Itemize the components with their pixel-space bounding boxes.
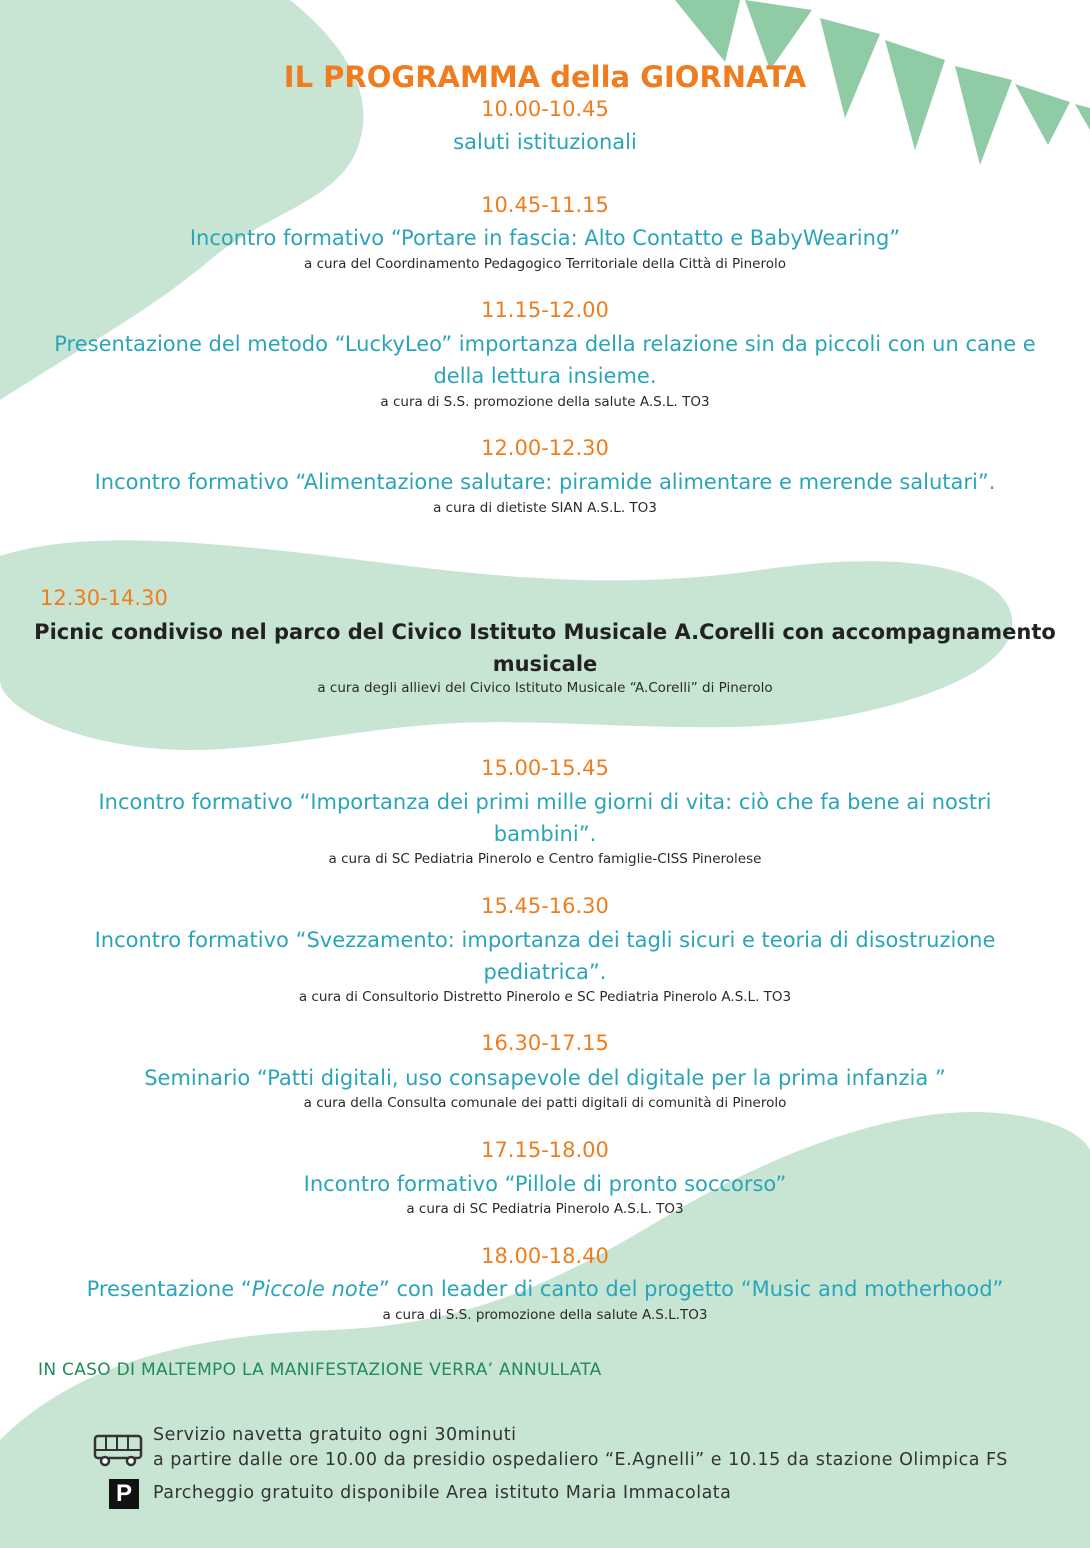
- picnic-title-line1: Picnic condiviso nel parco del Civico Istituto Musicale A.Corelli con accompagnamento: [34, 620, 1056, 644]
- time-slot: 10.00-10.45: [481, 97, 609, 121]
- talk-credit: a cura di SC Pediatria Pinerolo A.S.L. TO3: [406, 1201, 684, 1217]
- bus-icon: [92, 1432, 146, 1468]
- parking-text: Parcheggio gratuito disponibile Area istituto Maria Immacolata: [153, 1483, 732, 1503]
- time-slot: 18.00-18.40: [481, 1244, 609, 1268]
- page-title: IL PROGRAMMA della GIORNATA: [283, 60, 807, 94]
- talk-credit: a cura di dietiste SIAN A.S.L. TO3: [433, 500, 657, 516]
- time-slot: 10.45-11.15: [481, 193, 609, 217]
- talk-credit: a cura del Coordinamento Pedagogico Territoriale della Città di Pinerolo: [304, 256, 786, 272]
- talk-credit: a cura di Consultorio Distretto Pinerolo e SC Pediatria Pinerolo A.S.L. TO3: [298, 989, 792, 1005]
- talk-credit: a cura di S.S. promozione della salute A.S.L. TO3: [380, 394, 710, 410]
- talk-title: Seminario “Patti digitali, uso consapevole del digitale per la prima infanzia ”: [144, 1066, 946, 1090]
- talk-title-italic: Piccole note: [251, 1277, 379, 1301]
- time-slot: 12.30-14.30: [40, 586, 168, 610]
- talk-credit: a cura degli allievi del Civico Istituto Musicale “A.Corelli” di Pinerolo: [317, 680, 773, 696]
- time-slot: 15.00-15.45: [481, 756, 609, 780]
- weather-warning: IN CASO DI MALTEMPO LA MANIFESTAZIONE VERRA’ ANNULLATA: [38, 1360, 602, 1380]
- talk-title-line2: della lettura insieme.: [433, 364, 657, 388]
- time-slot: 15.45-16.30: [481, 894, 609, 918]
- time-slot: 12.00-12.30: [481, 436, 609, 460]
- talk-title-prefix: Presentazione “: [86, 1277, 252, 1301]
- time-slot: 17.15-18.00: [481, 1138, 609, 1162]
- talk-title: saluti istituzionali: [453, 130, 637, 154]
- time-slot: 11.15-12.00: [481, 298, 609, 322]
- talk-title-line1: Presentazione del metodo “LuckyLeo” importanza della relazione sin da piccoli con un cane e: [54, 332, 1036, 356]
- talk-title: Incontro formativo “Pillole di pronto soccorso”: [303, 1172, 787, 1196]
- talk-title-suffix: ” con leader di canto del progetto “Music and motherhood”: [378, 1277, 1004, 1301]
- talk-title: [30, 1273, 1060, 1305]
- talk-title-line2: bambini”.: [493, 822, 597, 846]
- talk-title-line1: Incontro formativo “Importanza dei primi mille giorni di vita: ciò che fa bene ai nostri: [98, 790, 992, 814]
- talk-title: Incontro formativo “Portare in fascia: Alto Contatto e BabyWearing”: [189, 226, 901, 250]
- talk-title-line2: pediatrica”.: [483, 960, 607, 984]
- time-slot: 16.30-17.15: [481, 1031, 609, 1055]
- talk-credit: a cura di S.S. promozione della salute A.S.L.TO3: [382, 1307, 708, 1323]
- talk-credit: a cura della Consulta comunale dei patti digitali di comunità di Pinerolo: [303, 1095, 787, 1111]
- shuttle-line2: a partire dalle ore 10.00 da presidio ospedaliero “E.Agnelli” e 10.15 da stazione Olimpica FS: [153, 1450, 1008, 1470]
- picnic-title-line2: musicale: [492, 652, 598, 676]
- talk-title-line1: Incontro formativo “Svezzamento: importanza dei tagli sicuri e teoria di disostruzione: [94, 928, 996, 952]
- talk-credit: a cura di SC Pediatria Pinerolo e Centro famiglie-CISS Pinerolese: [328, 851, 762, 867]
- shuttle-line1: Servizio navetta gratuito ogni 30minuti: [153, 1425, 517, 1445]
- talk-title: Incontro formativo “Alimentazione salutare: piramide alimentare e merende salutari”.: [94, 470, 996, 494]
- parking-icon: P: [109, 1479, 139, 1509]
